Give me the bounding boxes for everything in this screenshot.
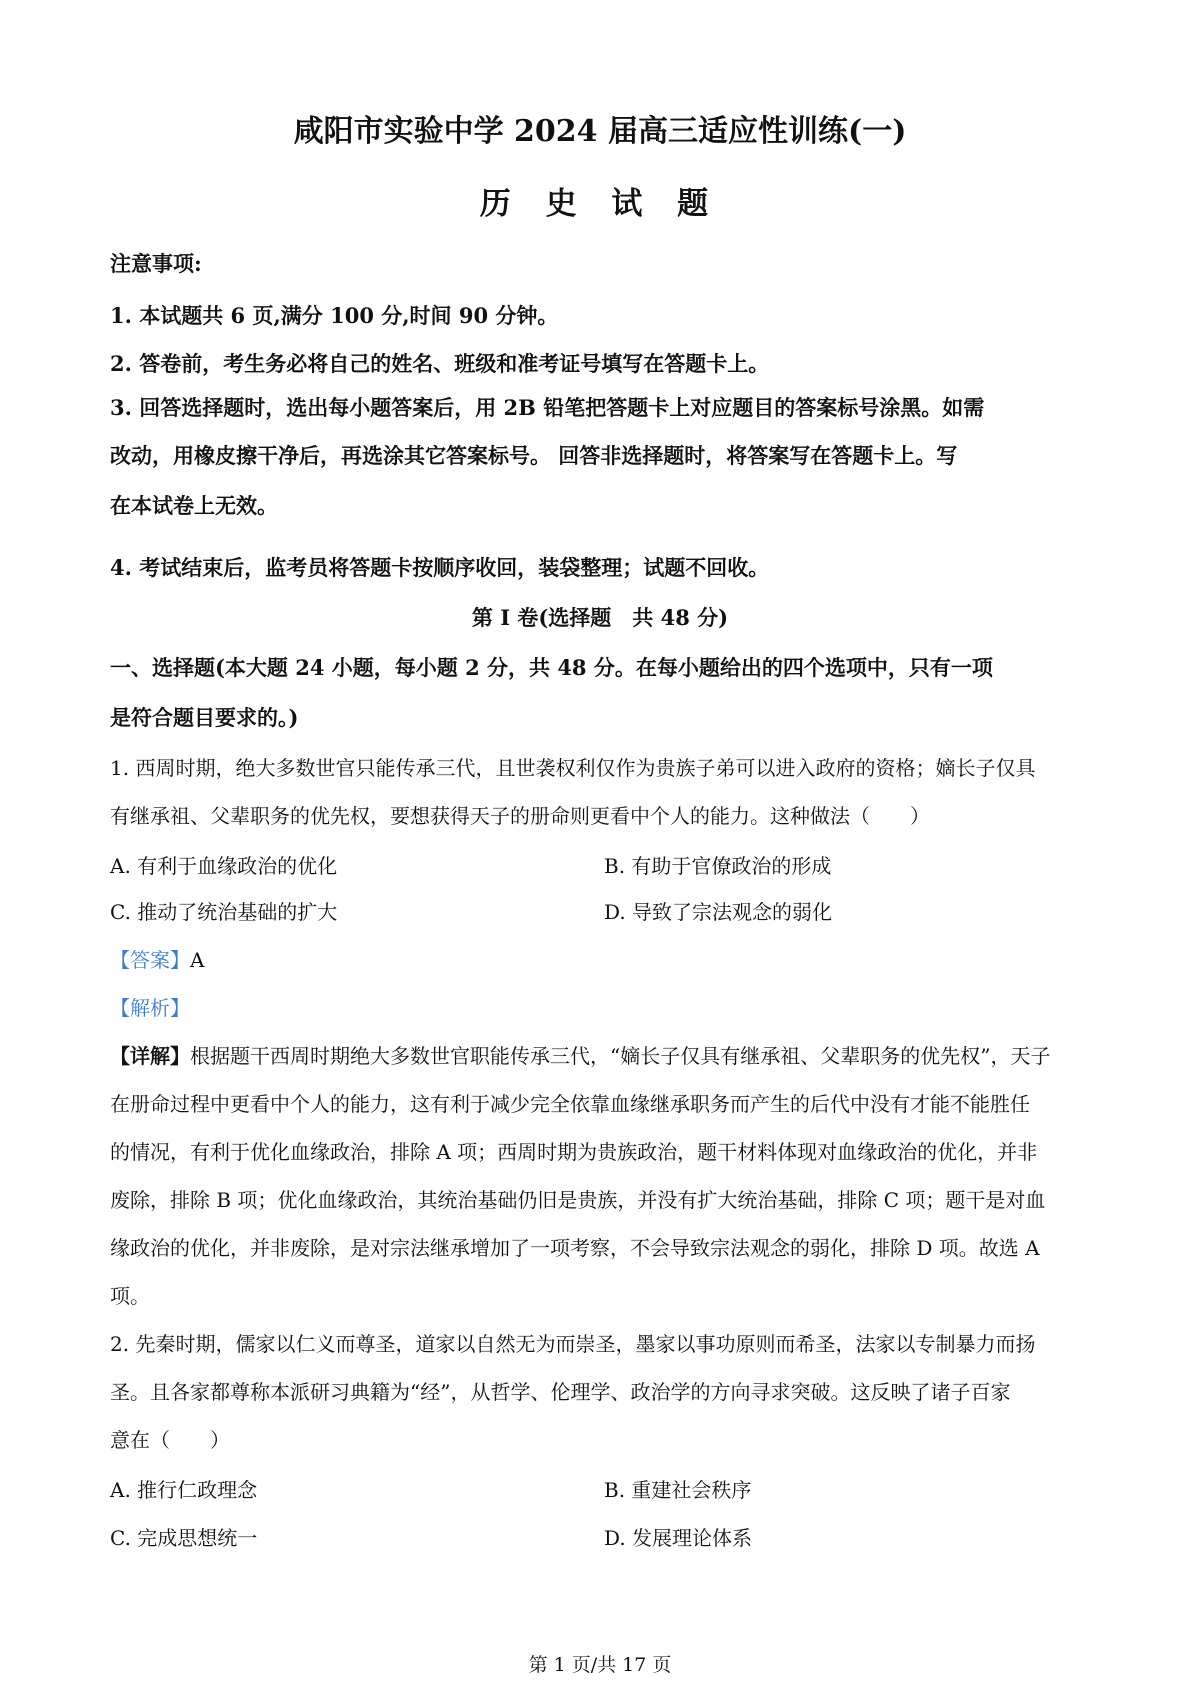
question-1-stem: 有继承祖、父辈职务的优先权，要想获得天子的册命则更看中个人的能力。这种做法（ ）	[110, 804, 930, 828]
notice-line: 在本试卷上无效。	[110, 493, 278, 518]
question-2-option-a: A. 推行仁政理念	[110, 1478, 258, 1502]
question-2-option-c: C. 完成思想统一	[110, 1526, 258, 1550]
section-instruction: 是符合题目要求的。)	[110, 705, 299, 730]
part-heading: 第 I 卷(选择题 共 48 分)	[471, 605, 729, 630]
notice-line: 3. 回答选择题时，选出每小题答案后，用 2B 铅笔把答题卡上对应题目的答案标号涂黑。如需	[110, 395, 985, 420]
question-1-stem: 1. 西周时期，绝大多数世官只能传承三代，且世袭权利仅作为贵族子弟可以进入政府的资格；嫡长子仅具	[110, 756, 1036, 780]
notice-heading: 注意事项:	[110, 251, 202, 276]
section-instruction: 一、选择题(本大题 24 小题，每小题 2 分，共 48 分。在每小题给出的四个选项中，只有一项	[110, 655, 993, 680]
question-1-option-b: B. 有助于官僚政治的形成	[604, 854, 832, 878]
question-1-option-d: D. 导致了宗法观念的弱化	[604, 900, 833, 924]
question-2-option-d: D. 发展理论体系	[604, 1526, 753, 1550]
question-1-detail-line: 项。	[110, 1284, 150, 1308]
question-1-analysis	[110, 992, 1100, 1021]
question-1-detail-line: 的情况，有利于优化血缘政治，排除 A 项；西周时期为贵族政治，题干材料体现对血缘政治的优化，并非	[110, 1140, 1038, 1164]
notice-line: 改动，用橡皮擦干净后，再选涂其它答案标号。 回答非选择题时，将答案写在答题卡上。写	[110, 443, 958, 468]
question-2-stem: 2. 先秦时期，儒家以仁义而尊圣，道家以自然无为而崇圣，墨家以事功原则而希圣，法家以专制暴力而扬	[110, 1332, 1036, 1356]
answer-tag: 【答案】	[110, 948, 190, 972]
question-2-stem: 意在（ ）	[110, 1428, 230, 1452]
question-1-option-c: C. 推动了统治基础的扩大	[110, 900, 338, 924]
question-1-detail-line: 缘政治的优化，并非废除，是对宗法继承增加了一项考察，不会导致宗法观念的弱化，排除 D 项。故选 A	[110, 1236, 1040, 1260]
notice-line: 1. 本试题共 6 页,满分 100 分,时间 90 分钟。	[110, 303, 559, 328]
question-2-option-b: B. 重建社会秩序	[604, 1478, 752, 1502]
notice-line: 2. 答卷前，考生务必将自己的姓名、班级和准考证号填写在答题卡上。	[110, 351, 770, 376]
notice-line: 4. 考试结束后，监考员将答题卡按顺序收回，装袋整理；试题不回收。	[110, 555, 770, 580]
analysis-tag: 【解析】	[110, 996, 190, 1020]
question-1-option-a: A. 有利于血缘政治的优化	[110, 854, 338, 878]
answer-value: A	[190, 948, 205, 972]
detail-tag: 【详解】	[110, 1044, 190, 1068]
exam-title: 咸阳市实验中学 2024 届高三适应性训练(一)	[293, 114, 907, 149]
detail-line: 根据题干西周时期绝大多数世官职能传承三代，“嫡长子仅具有继承祖、父辈职务的优先权”，天子	[190, 1044, 1051, 1068]
question-1-detail	[110, 1040, 1100, 1069]
question-1-detail-line: 在册命过程中更看中个人的能力，这有利于减少完全依靠血缘继承职务而产生的后代中没有才能不能胜任	[110, 1092, 1030, 1116]
question-1-answer	[110, 944, 1100, 973]
question-2-stem: 圣。且各家都尊称本派研习典籍为“经”，从哲学、伦理学、政治学的方向寻求突破。这反映了诸子百家	[110, 1380, 1011, 1404]
page-number: 第 1 页/共 17 页	[528, 1654, 672, 1676]
exam-subtitle: 历 史 试 题	[479, 186, 721, 222]
question-1-detail-line: 废除，排除 B 项；优化血缘政治，其统治基础仍旧是贵族，并没有扩大统治基础，排除 C 项；题干是对血	[110, 1188, 1046, 1212]
